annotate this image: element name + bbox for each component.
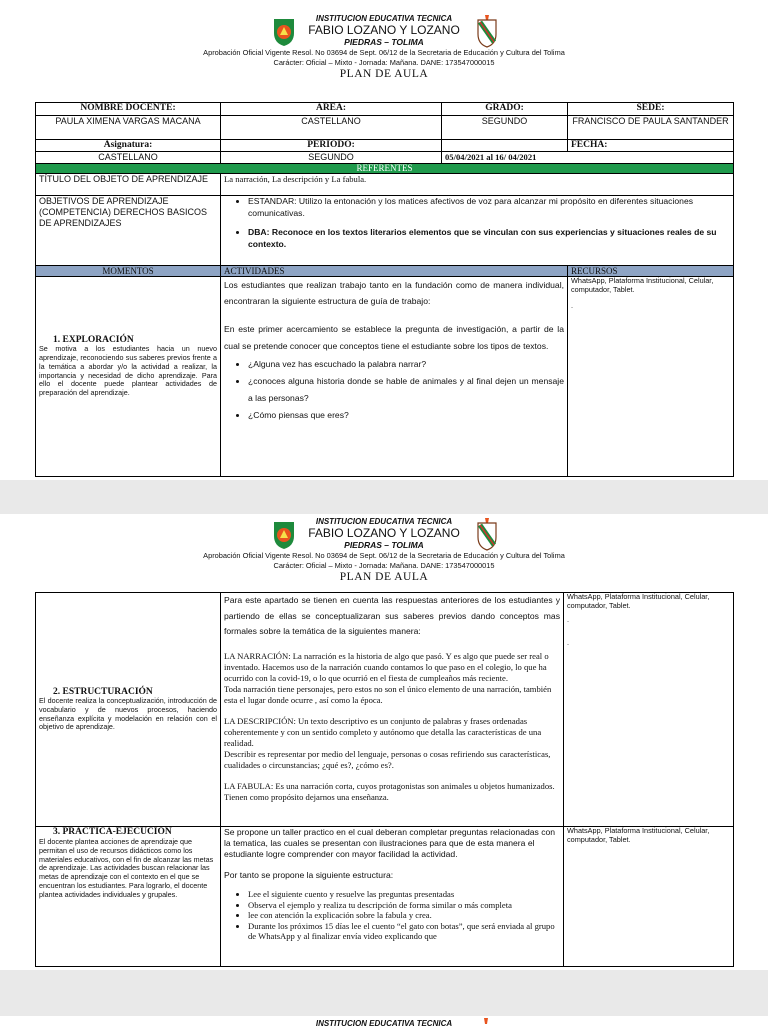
plan-table-page2 [35, 592, 734, 967]
town: PIEDRAS – TOLIMA [344, 37, 424, 47]
fabula-def: LA FABULA: Es una narración corta, cuyos protagonistas son animales u objetos humanizados. Tienen como propósito dejarnos una enseñanza. [224, 780, 555, 802]
practica-step-3: • lee con atención la explicación sobre la fabula y crea. [248, 910, 560, 921]
objetivos-content [221, 196, 734, 266]
plan-table-page1 [35, 102, 734, 477]
practica-resources-text: WhatsApp, Plataforma Institucional, Celular, computador, Tablet. [567, 826, 710, 844]
practica-activities [221, 827, 564, 967]
periodo-label: PERIODO: [221, 140, 442, 152]
institution-name: INSTITUCION EDUCATIVA TECNICA [315, 517, 453, 526]
titulo-value: La narración, La descripción y La fabula. [221, 174, 734, 196]
grado-value: SEGUNDO [442, 116, 568, 140]
estructuracion-dot: . [567, 615, 570, 624]
area-label: AREA: [221, 103, 442, 116]
page-gap [0, 480, 768, 514]
titulo-label: TÍTULO DEL OBJETO DE APRENDIZAJE [36, 174, 221, 196]
exploracion-title: 1. EXPLORACIÓN [53, 335, 134, 346]
practica-resources [564, 827, 734, 967]
estructuracion-title: 2. ESTRUCTURACIÓN [53, 686, 153, 697]
character-text: Carácter: Oficial – Mixto - Jornada: Mañana. DANE: 173547000015 [273, 58, 495, 67]
tolima-shield-icon [475, 14, 499, 48]
asignatura-value: CASTELLANO [36, 152, 221, 164]
page-header [0, 517, 768, 584]
estandar-text: • ESTANDAR: Utilizo la entonación y los matices afectivos de voz para alcanzar mi propósito en diferentes situaciones comunicativas. [248, 196, 730, 219]
institution-name: INSTITUCION EDUCATIVA TECNICA [315, 1019, 453, 1028]
docente-label: NOMBRE DOCENTE: [36, 103, 221, 116]
objetivos-label: OBJETIVOS DE APRENDIZAJE (COMPETENCIA) DERECHOS BASICOS DE APRENDIZAJES [36, 196, 221, 266]
fecha-label: FECHA: [568, 140, 734, 152]
exploracion-dot: . [571, 301, 574, 310]
fecha-label-spacer [442, 140, 568, 152]
school-name: FABIO LOZANO Y LOZANO [308, 526, 460, 540]
sede-label: SEDE: [568, 103, 734, 116]
estructuracion-p1: Para este apartado se tienen en cuenta las respuestas anteriores de los estudiantes y partiendo de ellas se conceptualizaran sus saberes previos dando conceptos mas formales sobre la temática de la siguientes manera: [224, 595, 560, 636]
estructuracion-desc: El docente realiza la conceptualización, introducción de vocabulario y de nuevos procesos, haciendo enseñanza explícita y modelación en relación con el objetivo de aprendizaje. [39, 695, 217, 732]
exploracion-q3: • ¿Cómo piensas que eres? [248, 407, 564, 424]
approval-text: Aprobación Oficial Vigente Resol. No 03694 de Sept. 06/12 de la Secretaria de Educación y Cultura del Tolima [203, 48, 565, 57]
asignatura-label: Asignatura: [36, 140, 221, 152]
approval-text: Aprobación Oficial Vigente Resol. No 03694 de Sept. 06/12 de la Secretaria de Educación y Cultura del Tolima [203, 551, 565, 560]
estructuracion-dot: . [567, 637, 570, 647]
tolima-shield-icon [475, 517, 499, 551]
practica-step-4: • Durante los próximos 15 días lee el cuento “el gato con botas”, que será enviada al grupo de WhatsApp y al finalizar envía video explicando que [248, 921, 560, 942]
tolima-shield-icon [480, 1018, 492, 1026]
plan-title: PLAN DE AULA [339, 571, 429, 583]
grado-label: GRADO: [442, 103, 568, 116]
estructuracion-resources-text: WhatsApp, Plataforma Institucional, Celular, computador, Tablet. [567, 592, 710, 610]
area-value: CASTELLANO [221, 116, 442, 140]
descripcion-detail: Describir es representar por medio del lenguaje, personas o cosas refiriendo sus características, cualidades o circunstancias; ¿qué es?, ¿cómo es?. [224, 748, 551, 770]
character-text: Carácter: Oficial – Mixto - Jornada: Mañana. DANE: 173547000015 [273, 561, 495, 570]
town: PIEDRAS – TOLIMA [344, 540, 424, 550]
exploracion-q2: • ¿conoces alguna historia donde se hable de animales y al final dejen un mensaje a las personas? [248, 373, 564, 407]
exploracion-p1: Los estudiantes que realizan trabajo tanto en la fundación como de manera individual, encontraran la siguiente estructura de guía de trabajo: [224, 280, 564, 306]
practica-p2: Por tanto se propone la siguiente estructura: [224, 870, 394, 880]
recursos-header: RECURSOS [568, 266, 734, 277]
actividades-header: ACTIVIDADES [221, 266, 568, 277]
estructuracion-resources [564, 593, 734, 827]
narracion-def: LA NARRACIÓN: La narración es la historia de algo que pasó. Y es algo que puede ser real o inventado. Hacemos uso de la narración cuando contamos lo que paso en el colegio, lo que ha ocurrido con la covid-19, o lo que ocurrió en el fiesta de cumpleaños más reciente. [224, 650, 549, 683]
exploracion-activities [221, 277, 568, 477]
docente-value: PAULA XIMENA VARGAS MACANA [36, 116, 221, 140]
narracion-elements: Toda narración tiene personajes, pero estos no son el único elemento de una narración, también esta el lugar donde ocurre , así como la época. [224, 683, 552, 705]
periodo-value: SEGUNDO [221, 152, 442, 164]
momentos-header: MOMENTOS [36, 266, 221, 277]
page-header [0, 1019, 768, 1029]
fecha-value: 05/04/2021 al 16/ 04/2021 [442, 152, 734, 164]
institution-name: INSTITUCION EDUCATIVA TECNICA [315, 14, 453, 23]
exploracion-p2: En este primer acercamiento se establece la pregunta de investigación, a partir de la cual se pretende conocer que conceptos tiene el estudiante sobre los tipos de textos. [224, 324, 564, 351]
practica-step-1: • Lee el siguiente cuento y resuelve las preguntas presentadas [248, 889, 560, 900]
exploracion-resources-text: WhatsApp, Plataforma Institucional, Celular, computador, Tablet. [571, 276, 714, 294]
estructuracion-moment [36, 593, 221, 827]
plan-title: PLAN DE AULA [339, 68, 429, 80]
exploracion-q1: • ¿Alguna vez has escuchado la palabra narrar? [248, 356, 564, 373]
descripcion-def: LA DESCRIPCIÓN: Un texto descriptivo es un conjunto de palabras y frases ordenadas coherentemente y con un sentido completo y autónomo que detalla las características de una realidad. [224, 715, 542, 748]
school-logo-icon [272, 520, 296, 550]
page-header [0, 14, 768, 81]
school-logo-icon [272, 17, 296, 47]
practica-desc: El docente plantea acciones de aprendizaje que permitan el uso de recursos didácticos como los materiales educativos, con el fin de alcanzar las metas de aprendizaje. Las actividades buscan relacionar las metas de aprendizaje con el contexto en el que se encuentran los estudiantes. Para lograrlo, el docente plantea actividades individuales y grupales. [39, 837, 214, 899]
school-name: FABIO LOZANO Y LOZANO [308, 23, 460, 37]
exploracion-desc: Se motiva a los estudiantes hacia un nuevo aprendizaje, reconociendo sus saberes previos frente a la temática a abordar y/o la actividad a realizar, la importancia y necesidad de dicho aprendizaje. Para ello el docente puede plantear actividades de preparación del aprendizaje. [39, 344, 217, 398]
exploracion-resources [568, 277, 734, 477]
practica-p1: Se propone un taller practico en el cual deberan completar preguntas relacionadas con la tematica, las cuales se presentan con ilustraciones para que de esta manera el estudiante logre comprender con mayor facilidad la actividad. [224, 827, 556, 859]
exploracion-moment [36, 277, 221, 477]
practica-moment [36, 827, 221, 967]
estructuracion-activities [221, 593, 564, 827]
dba-text: • DBA: Reconoce en los textos literarios elementos que se vinculan con sus experiencias y situaciones reales de su contexto. [248, 227, 730, 250]
referentes-bar: REFERENTES [36, 164, 734, 174]
sede-value: FRANCISCO DE PAULA SANTANDER [568, 116, 734, 140]
practica-step-2: • Observa el ejemplo y realiza tu descripción de forma similar o más completa [248, 900, 560, 911]
practica-title: 3. PRACTICA-EJECUCIÓN [53, 827, 172, 837]
page-gap [0, 970, 768, 1016]
